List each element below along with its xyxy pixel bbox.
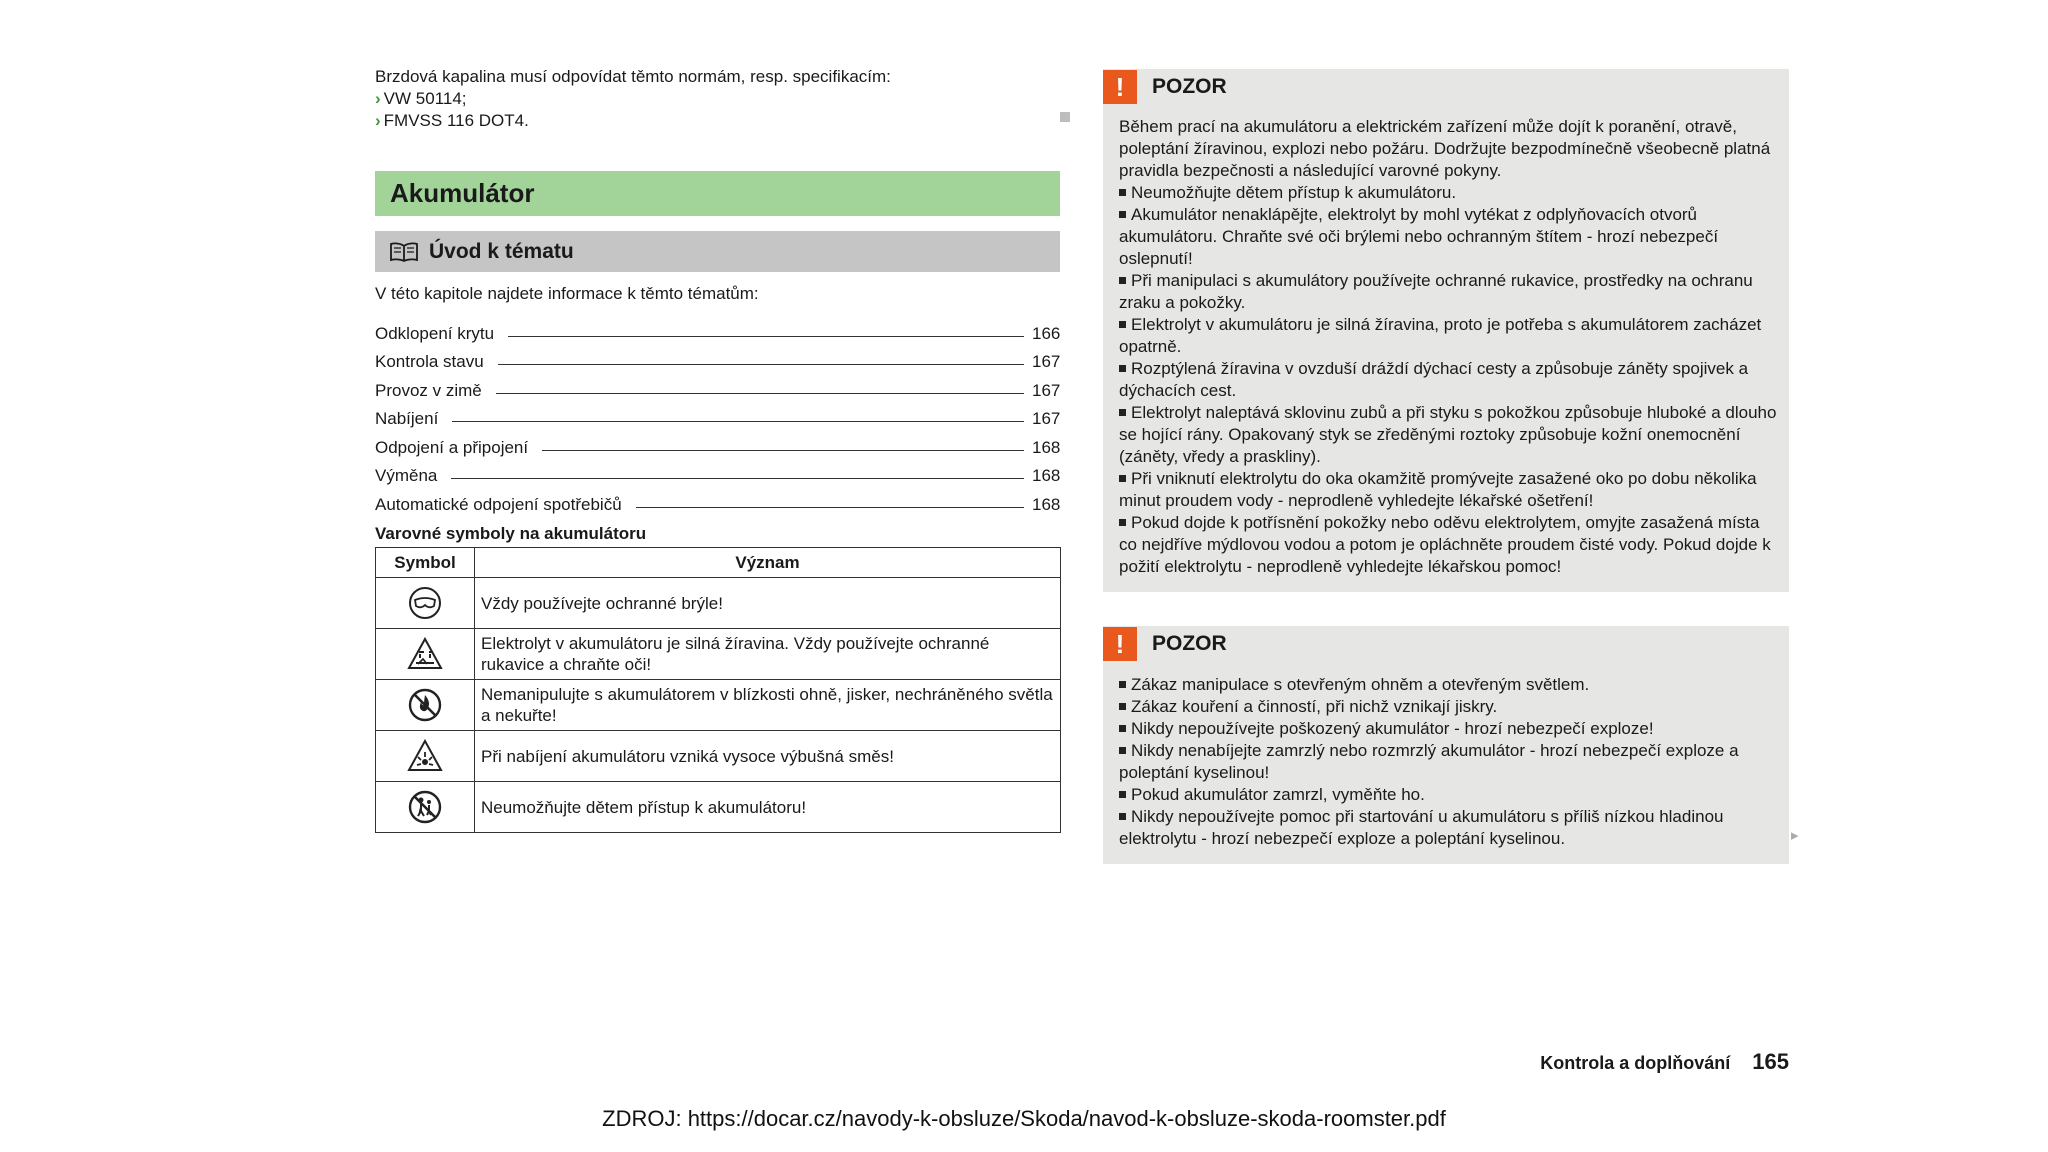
toc-leader-line xyxy=(636,507,1024,508)
toc-label: Nabíjení xyxy=(375,409,439,428)
toc-entry[interactable] xyxy=(375,401,1060,430)
table-row xyxy=(376,629,1061,680)
bullet-icon xyxy=(1119,791,1126,798)
table-header-row xyxy=(376,548,1061,578)
toc-label: Provoz v zimě xyxy=(375,380,482,400)
warning-item: Pokud dojde k potřísnění pokožky nebo oděvu elektrolytem, omyjte zasažená místa co nejdříve mýdlovou vodou a potom je opláchněte proudem čisté vody. Pokud dojde k požití elektrolytu - neprodleně vyhledejte lékařskou pomoc! xyxy=(1119,513,1771,576)
bullet-icon xyxy=(1119,725,1126,732)
bullet-icon xyxy=(1119,277,1126,284)
warning-item: Zákaz kouření a činností, při nichž vznikají jiskry. xyxy=(1119,696,1777,718)
meaning-text: Při nabíjení akumulátoru vzniká vysoce výbušná směs! xyxy=(475,731,1061,782)
toc-label: Kontrola stavu xyxy=(375,352,484,371)
warning-header xyxy=(1103,626,1789,662)
toc-page-number: 166 xyxy=(1032,323,1061,343)
toc-entry[interactable] xyxy=(375,486,1060,515)
meaning-text: Vždy používejte ochranné brýle! xyxy=(475,578,1061,629)
safety-goggles-icon xyxy=(407,585,443,621)
warning-item: Elektrolyt v akumulátoru je silná žíravina, proto je potřeba s akumulátorem zacházet opatrně. xyxy=(1119,315,1762,356)
toc-label: Automatické odpojení spotřebičů xyxy=(375,494,622,514)
toc-entry[interactable] xyxy=(375,315,1060,344)
bullet-icon xyxy=(1119,681,1126,688)
page-number: 165 xyxy=(1752,1049,1789,1074)
bullet-icon xyxy=(1119,747,1126,754)
bullet-icon xyxy=(1119,813,1126,820)
warning-item: Při manipulaci s akumulátory používejte ochranné rukavice, prostředky na ochranu zraku a pokožky. xyxy=(1119,271,1753,312)
spec-item: › FMVSS 116 DOT4. xyxy=(375,111,529,130)
toc-leader-line xyxy=(452,421,1024,422)
warning-box xyxy=(1103,626,1789,864)
end-of-section-icon xyxy=(1060,112,1070,122)
toc-label: Odpojení a připojení xyxy=(375,437,529,457)
toc-page-number: 168 xyxy=(1032,437,1061,457)
page-footer xyxy=(1540,1049,1789,1075)
meaning-text: Neumožňujte dětem přístup k akumulátoru! xyxy=(475,782,1061,833)
section-title: Akumulátor xyxy=(375,171,1060,216)
toc-leader-line xyxy=(496,393,1024,394)
toc-entry[interactable] xyxy=(375,429,1060,458)
meaning-text: Elektrolyt v akumulátoru je silná žíravina. Vždy používejte ochranné rukavice a chraňte oči! xyxy=(475,629,1061,680)
bullet-icon xyxy=(1119,321,1126,328)
continue-arrow-icon: ▸ xyxy=(1791,827,1799,844)
warning-item: Zákaz manipulace s otevřeným ohněm a otevřeným světlem. xyxy=(1119,674,1777,696)
warning-title: POZOR xyxy=(1152,75,1227,98)
toc-entry[interactable] xyxy=(375,372,1060,401)
warning-header xyxy=(1103,69,1789,105)
warning-symbols-table xyxy=(375,547,1061,833)
intro-sentence: Brzdová kapalina musí odpovídat těmto normám, resp. specifikacím: xyxy=(375,67,891,86)
warning-item: Nikdy nepoužívejte poškozený akumulátor - hrozí nebezpečí exploze! xyxy=(1119,718,1777,740)
exclamation-warning-icon: ! xyxy=(1103,70,1137,104)
toc-label: Výměna xyxy=(375,466,438,485)
no-open-flame-icon xyxy=(407,687,443,723)
spec-item: › VW 50114; xyxy=(375,89,467,108)
green-arrow-icon: › xyxy=(375,89,381,108)
open-book-icon xyxy=(389,242,419,262)
toc-leader-line xyxy=(498,364,1024,365)
toc-intro: V této kapitole najdete informace k těmto tématům: xyxy=(375,284,759,303)
toc-entry[interactable] xyxy=(375,344,1060,373)
toc-page-number: 168 xyxy=(1032,494,1061,514)
table-of-contents xyxy=(375,315,1060,515)
warning-item: Rozptýlená žíravina v ovzduší dráždí dýchací cesty a způsobuje záněty spojivek a dýchacích cest. xyxy=(1119,359,1749,400)
toc-label: Odklopení krytu xyxy=(375,323,495,343)
toc-page-number: 167 xyxy=(1032,380,1061,400)
warning-intro: Během prací na akumulátoru a elektrickém zařízení může dojít k poranění, otravě, poleptání žíravinou, explozi nebo požáru. Dodržujte bezpodmínečně všeobecně platná pravidla bezpečnosti a následující varovné pokyny. xyxy=(1119,117,1771,180)
warning-item: Neumožňujte dětem přístup k akumulátoru. xyxy=(1119,182,1777,204)
symbols-table-caption: Varovné symboly na akumulátoru xyxy=(375,524,647,543)
warning-item: Při vniknutí elektrolytu do oka okamžitě promývejte zasažené oko po dobu několika minut proudem vody - neprodleně vyhledejte lékařské ošetření! xyxy=(1119,469,1757,510)
toc-page-number: 167 xyxy=(1032,409,1061,428)
toc-leader-line xyxy=(542,450,1024,451)
warning-item: Nikdy nepoužívejte pomoc při startování u akumulátoru s příliš nízkou hladinou elektrolytu - hrozí nebezpečí exploze a poleptání kyselinou. xyxy=(1119,807,1724,848)
warning-box xyxy=(1103,69,1789,592)
subsection-title xyxy=(375,231,1060,272)
warning-item: Elektrolyt naleptává sklovinu zubů a při styku s pokožkou způsobuje hluboké a dlouho se hojící rány. Opakovaný styk se zředěnými roztoky způsobuje kožní onemocnění (záněty, vředy a praskliny). xyxy=(1119,403,1777,466)
table-row xyxy=(376,782,1061,833)
toc-entry[interactable] xyxy=(375,458,1060,487)
green-arrow-icon: › xyxy=(375,111,381,130)
bullet-icon xyxy=(1119,211,1126,218)
toc-leader-line xyxy=(451,478,1024,479)
bullet-icon xyxy=(1119,475,1126,482)
bullet-icon xyxy=(1119,519,1126,526)
corrosive-acid-icon xyxy=(407,636,443,672)
bullet-icon xyxy=(1119,409,1126,416)
warning-item: Nikdy nenabíjejte zamrzlý nebo rozmrzlý akumulátor - hrozí nebezpečí exploze a poleptání kyselinou! xyxy=(1119,741,1739,782)
subsection-label: Úvod k tématu xyxy=(429,240,574,263)
column-header-symbol: Symbol xyxy=(376,548,475,578)
meaning-text: Nemanipulujte s akumulátorem v blízkosti ohně, jisker, nechráněného světla a nekuřte! xyxy=(475,680,1061,731)
table-row xyxy=(376,578,1061,629)
table-row xyxy=(376,731,1061,782)
bullet-icon xyxy=(1119,703,1126,710)
chapter-name: Kontrola a doplňování xyxy=(1540,1053,1731,1073)
toc-page-number: 168 xyxy=(1032,466,1061,485)
warning-item: Pokud akumulátor zamrzl, vyměňte ho. xyxy=(1119,784,1777,806)
column-header-meaning: Význam xyxy=(475,548,1061,578)
keep-away-children-icon xyxy=(407,789,443,825)
warning-item: Akumulátor nenaklápějte, elektrolyt by mohl vytékat z odplyňovacích otvorů akumulátoru. Chraňte své oči brýlemi nebo ochranným štítem - hrozí nebezpečí oslepnutí! xyxy=(1119,205,1719,268)
bullet-icon xyxy=(1119,365,1126,372)
table-row xyxy=(376,680,1061,731)
toc-leader-line xyxy=(508,336,1024,337)
warning-title: POZOR xyxy=(1152,632,1227,655)
toc-page-number: 167 xyxy=(1032,352,1061,371)
exclamation-warning-icon: ! xyxy=(1103,627,1137,661)
brake-fluid-intro xyxy=(375,66,1060,132)
bullet-icon xyxy=(1119,189,1126,196)
source-citation[interactable]: ZDROJ: https://docar.cz/navody-k-obsluze/Skoda/navod-k-obsluze-skoda-roomster.pdf xyxy=(602,1106,1446,1131)
explosive-gas-icon xyxy=(407,738,443,774)
